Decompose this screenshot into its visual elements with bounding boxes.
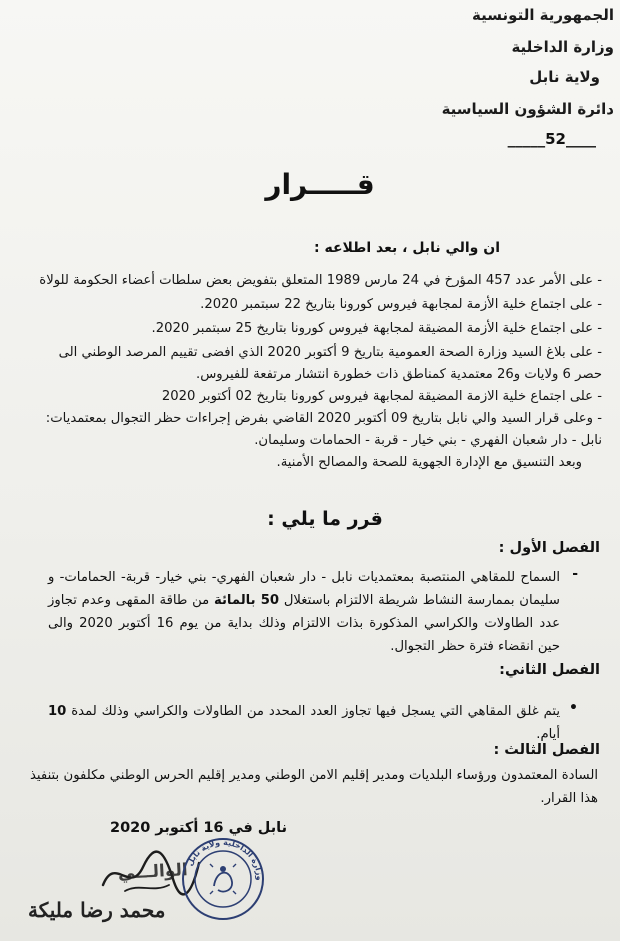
consideration-line: - وعلى قرار السيد والي نابل بتاريخ 09 أكتوبر 2020 القاضي بفرض إجراءات حظر التجوال بمعتمديات: xyxy=(45,411,602,426)
consideration-line: حصر 6 ولايات و26 معتمدية كمناطق ذات خطورة انتشار مرتفعة للفيروس. xyxy=(196,367,602,382)
section-2-text-part: يتم غلق المقاهي التي يسجل فيها تجاوز العدد المحدد من الطاولات والكراسي وذلك لمدة xyxy=(66,704,560,719)
section-2-bullet: • xyxy=(569,700,578,716)
signatory-title: الوالـــي xyxy=(117,860,189,884)
governorate-header: ولاية نابل xyxy=(529,68,600,86)
department-header: دائرة الشؤون السياسية xyxy=(441,100,614,118)
section-3-heading: الفصل الثالث : xyxy=(493,742,600,758)
section-1-text-part: السماح للمقاهي المنتصبة بمعتمديات نابل - دار شعبان الفهري- بني خيار- قربة- الحمامات- و سليمان بممارسة النشاط شريطة الالتزام باستغلال xyxy=(48,570,560,608)
consideration-line: - على اجتماع خلية الازمة المضيقة لمجابهة فيروس كورونا بتاريخ 02 أكتوبر 2020 xyxy=(161,389,602,404)
section-1-heading: الفصل الأول : xyxy=(498,540,600,556)
consideration-line: - على الأمر عدد 457 المؤرخ في 24 مارس 1989 المتعلق بتفويض بعض سلطات أعضاء الحكومة للولاة xyxy=(39,273,602,288)
section-1-text xyxy=(48,566,560,658)
section-2-text xyxy=(48,700,560,746)
consideration-line: وبعد التنسيق مع الإدارة الجهوية للصحة والمصالح الأمنية. xyxy=(276,455,582,470)
section-2-text-part: أيام. xyxy=(536,727,560,742)
reference-dashes: _____ xyxy=(507,130,546,148)
section-2-heading: الفصل الثاني: xyxy=(499,662,600,678)
section-1-text-bold: 50 بالمائة xyxy=(213,593,280,608)
reference-dashes-left: ____ xyxy=(566,130,596,148)
consideration-line: - على اجتماع خلية الأزمة لمجابهة فيروس كورونا بتاريخ 22 سبتمبر 2020. xyxy=(200,297,602,312)
decision-heading: قرر ما يلي : xyxy=(267,508,383,530)
document-title: قـــــرار xyxy=(265,168,375,201)
reference-number xyxy=(508,130,596,148)
section-3-text: السادة المعتمدون ورؤساء البلديات ومدير إقليم الامن الوطني ومدير إقليم الحرس الوطني مكلفون بتنفيذ هذا القرار. xyxy=(30,768,598,806)
republic-header: الجمهورية التونسية xyxy=(472,6,614,24)
ministry-header: وزارة الداخلية xyxy=(511,38,614,56)
consideration-line: - على بلاغ السيد وزارة الصحة العمومية بتاريخ 9 أكتوبر 2020 الذي افضى تقييم المرصد الوطني الى xyxy=(58,345,602,360)
svg-text:وزارة الداخلية ولاية نابل: وزارة الداخلية ولاية نابل xyxy=(185,837,265,881)
signatory-name: محمد رضا مليكة xyxy=(28,898,166,922)
section-1-bullet: - xyxy=(572,566,578,582)
intro-line: ان والي نابل ، بعد اطلاعه : xyxy=(313,240,500,256)
signature-date: نابل في 16 أكتوبر 2020 xyxy=(110,820,288,836)
section-2-text-bold: 10 xyxy=(48,704,67,719)
consideration-line: نابل - دار شعبان الفهري - بني خيار - قربة - الحمامات وسليمان. xyxy=(254,433,602,448)
section-1-text-part: من طاقة المقهى وعدم تجاوز عدد الطاولات والكراسي المذكورة بذات الالتزام وذلك بداية من يوم 16 أكتوبر 2020 والى حين انقضاء فترة حظر التجوال. xyxy=(48,593,560,654)
reference-number-value: 52 xyxy=(545,130,566,148)
official-stamp-icon xyxy=(180,836,266,922)
consideration-line: - على اجتماع خلية الأزمة المضيقة لمجابهة فيروس كورونا بتاريخ 25 سبتمبر 2020. xyxy=(151,321,602,336)
